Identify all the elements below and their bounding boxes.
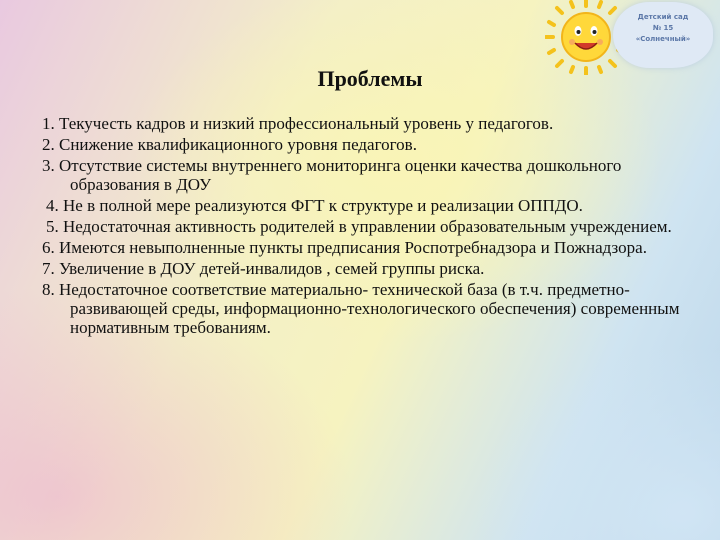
list-item: 3. Отсутствие системы внутреннего мониторинга оценки качества дошкольного образования в ДОУ <box>42 156 622 194</box>
list-item: 1. Текучесть кадров и низкий профессиональный уровень у педагогов. <box>42 114 554 133</box>
kindergarten-logo <box>545 0 715 75</box>
problems-list <box>42 114 692 339</box>
logo-line-2: № 15 <box>652 24 674 32</box>
list-item: 5. Недостаточная активность родителей в управлении образовательным учреждением. <box>46 217 672 236</box>
list-item: 7. Увеличение в ДОУ детей-инвалидов , семей группы риска. <box>42 259 485 278</box>
list-item: 2. Снижение квалификационного уровня педагогов. <box>42 135 417 154</box>
list-item: 8. Недостаточное соответствие материально- технической база (в т.ч. предметно-развивающей среды, информационно-технологического обеспечения) современным нормативным требованиям. <box>42 280 680 337</box>
logo-text <box>615 12 711 45</box>
logo-line-1: Детский сад <box>637 13 689 21</box>
list-item: 4. Не в полной мере реализуются ФГТ к структуре и реализации ОППДО. <box>46 196 583 215</box>
slide-title: Проблемы <box>317 66 423 91</box>
list-item: 6. Имеются невыполненные пункты предписания Роспотребнадзора и Пожнадзора. <box>42 238 647 257</box>
logo-line-3: «Солнечный» <box>635 35 691 43</box>
